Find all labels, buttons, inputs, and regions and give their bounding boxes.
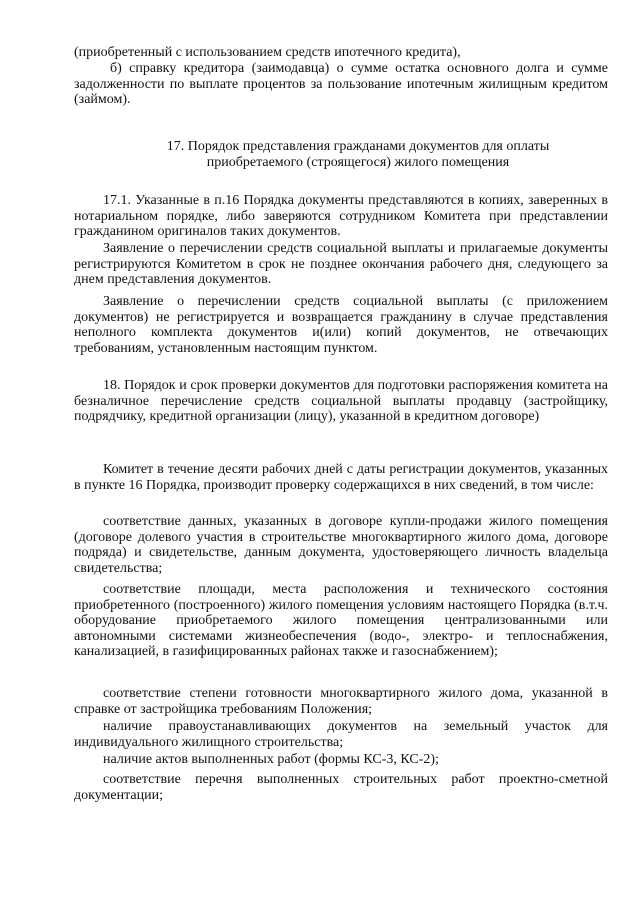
paragraph-17-3: Заявление о перечислении средств социальной выплаты (с приложением документов) не регистрируется и возвращается гражданину в случае представления неполного комплекта документов и(или) копий документов, не отвечающих требованиям, установленным настоящим пунктом. (74, 294, 608, 356)
paragraph-17-1: 17.1. Указанные в п.16 Порядка документы представляются в копиях, заверенных в нотариальном порядке, либо заверяются сотрудником Комитета при представлении гражданином оригиналов таких документов. (74, 193, 608, 240)
item-acts: наличие актов выполненных работ (формы КС-3, КС-2); (103, 752, 439, 767)
section-17-heading: 17. Порядок представления гражданами документов для оплаты приобретаемого (строящегося) жилого помещения (166, 139, 550, 170)
section-18-heading: 18. Порядок и срок проверки документов для подготовки распоряжения комитета на безналичное перечисление средств социальной выплаты продавцу (застройщику, подрядчику, кредитной организации (лицу), указанной в кредитном договоре) (74, 378, 608, 425)
item-land-documents: наличие правоустанавливающих документов на земельный участок для индивидуального жилищного строительства; (74, 719, 608, 750)
paragraph-18-intro: Комитет в течение десяти рабочих дней с даты регистрации документов, указанных в пункте 16 Порядка, производит проверку содержащихся в них сведений, в том числе: (74, 462, 608, 493)
item-area-condition: соответствие площади, места расположения и технического состояния приобретенного (построенного) жилого помещения условиям настоящего Порядка (в.т.ч. оборудование приобретаемого жилого помещения централизованными или автономными системами жизнеобеспечения (водо-, электро- и теплоснабжения, канализацией, в газифицированных районах также и газоснабжением); (74, 582, 608, 660)
item-readiness: соответствие степени готовности многоквартирного жилого дома, указанной в справке от застройщика требованиям Положения; (74, 686, 608, 717)
intro-line: (приобретенный с использованием средств ипотечного кредита), (74, 45, 461, 60)
paragraph-b: б) справку кредитора (заимодавца) о сумме остатка основного долга и сумме задолженности по выплате процентов за пользование ипотечным жилищным кредитом (займом). (74, 61, 608, 108)
item-data-match: соответствие данных, указанных в договоре купли-продажи жилого помещения (договоре долевого участия в строительстве многоквартирного жилого дома, договоре подряда) и свидетельстве, данным документа, удостоверяющего личность владельца свидетельства; (74, 514, 608, 576)
paragraph-17-2: Заявление о перечислении средств социальной выплаты и прилагаемые документы регистрируются Комитетом в срок не позднее окончания рабочего дня, следующего за днем представления документов. (74, 241, 608, 288)
item-works-list: соответствие перечня выполненных строительных работ проектно-сметной документации; (74, 772, 608, 803)
